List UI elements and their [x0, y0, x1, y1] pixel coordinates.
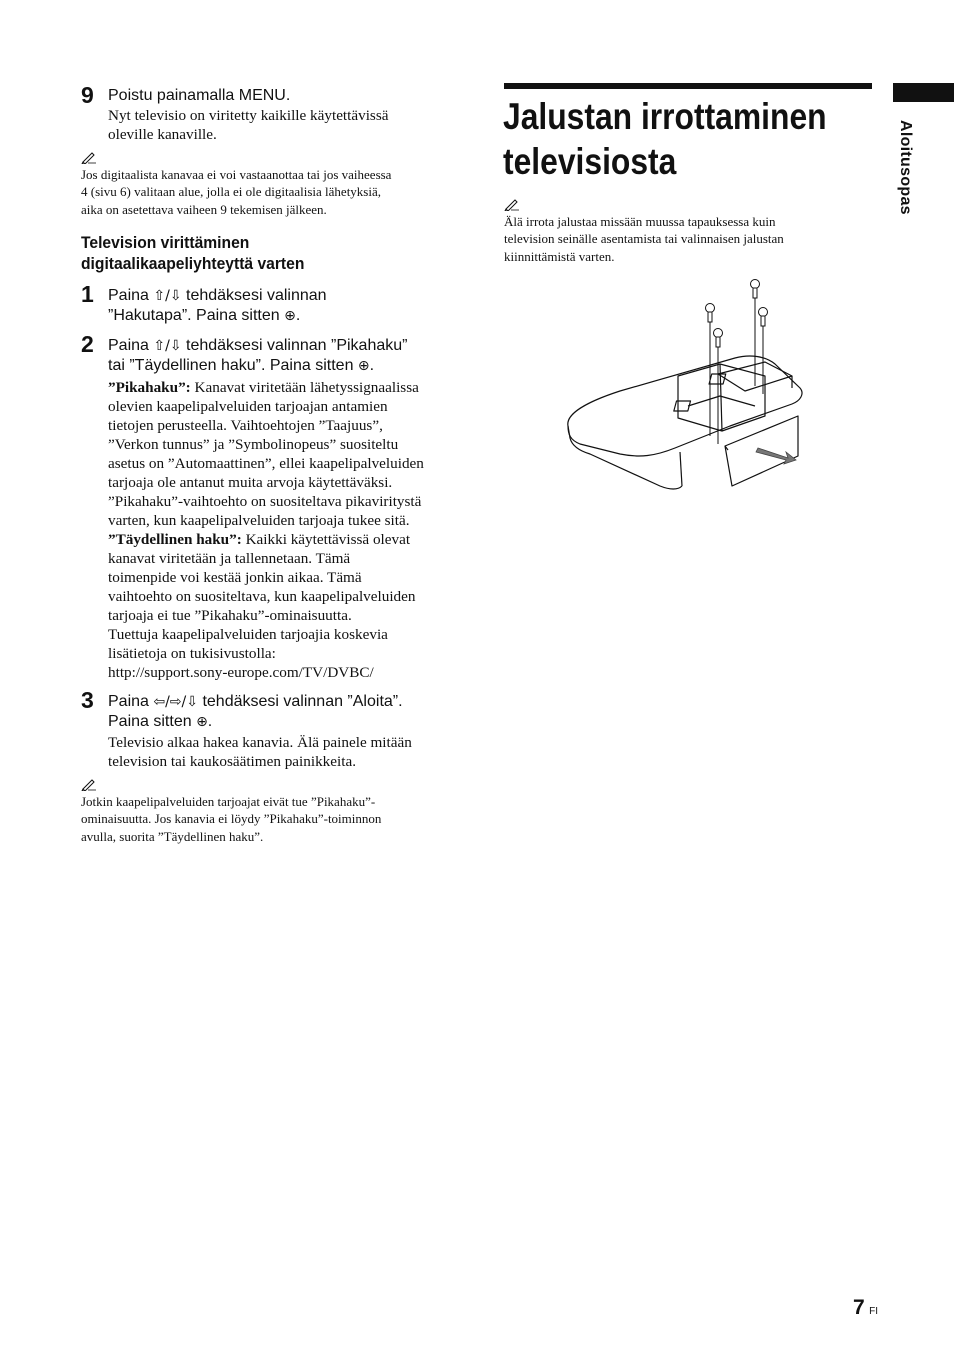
- step-3-text: .: [207, 713, 213, 730]
- step-9-body-line: Nyt televisio on viritetty kaikille käytettävissä: [108, 107, 389, 124]
- left-right-down-arrows-icon: ⇦/⇨/⇩: [153, 694, 198, 710]
- step-3-text: tehdäksesi valinnan ”Aloita”.: [198, 693, 403, 710]
- step-1-text: ”Hakutapa”. Paina sitten: [108, 307, 285, 324]
- note-1-line: 4 (sivu 6) valitaan alue, jolla ei ole digitaalisia lähetyksiä,: [81, 184, 381, 200]
- step-number-9: 9: [81, 82, 94, 108]
- note-2-line: Jotkin kaapelipalveluiden tarjoajat eivät tue ”Pikahaku”-: [81, 794, 376, 809]
- step-2-text: .: [369, 357, 375, 374]
- section-tab-bar: [893, 83, 954, 102]
- page-title-line: Jalustan irrottaminen: [503, 96, 827, 137]
- title-rule: [504, 83, 872, 89]
- step-2-title: [108, 336, 407, 376]
- note-pencil-icon: [81, 777, 97, 791]
- page-number-value: 7: [853, 1296, 865, 1319]
- step-9-title: Poistu painamalla MENU.: [108, 87, 291, 104]
- note-1-line: aika on asetettava vaiheen 9 tekemisen jälkeen.: [81, 201, 327, 217]
- page-number: [853, 1296, 878, 1320]
- step-2-text: Paina: [108, 337, 154, 354]
- stand-note-line: Älä irrota jalustaa missään muussa tapauksessa kuin: [504, 214, 776, 229]
- full-search-line: lisätietoja on tukisivustolla:: [108, 645, 276, 662]
- step-3-text: Paina sitten: [108, 713, 197, 730]
- subheading-line: Television virittäminen: [81, 233, 250, 252]
- full-search-text: Kaikki käytettävissä olevat: [241, 531, 411, 548]
- step-1-text: .: [295, 307, 301, 324]
- stand-note-line: kiinnittämistä varten.: [504, 248, 615, 264]
- note-2-line: avulla, suorita ”Täydellinen haku”.: [81, 828, 264, 844]
- stand-removal-illustration: [560, 276, 830, 496]
- note-pencil-icon: [504, 197, 520, 211]
- pikahaku-line: ”Verkon tunnus” ja ”Symbolinopeus” suositeltu: [108, 436, 399, 453]
- pikahaku-line: tarjoaja ole antanut muita arvoja käytettäväksi.: [108, 474, 393, 491]
- pikahaku-text: Kanavat viritetään lähetyssignaalissa: [190, 379, 419, 396]
- ok-button-icon: ⊕: [284, 308, 296, 324]
- step-2-text: tehdäksesi valinnan ”Pikahaku”: [181, 337, 408, 354]
- step-3-body: [108, 733, 412, 771]
- step-2-text: tai ”Täydellinen haku”. Paina sitten: [108, 357, 358, 374]
- note-2: [81, 793, 381, 845]
- page-language-code: FI: [869, 1306, 879, 1317]
- stand-note-line: television seinälle asentamista tai valinnaisen jalustan: [504, 231, 784, 247]
- step-3-text: Paina: [108, 693, 154, 710]
- pikahaku-line: ”Pikahaku”-vaihtoehto on suositeltava pikaviritystä: [108, 493, 422, 510]
- full-search-label: ”Täydellinen haku”:: [108, 531, 242, 548]
- pikahaku-line: asetus on ”Automaattinen”, ellei kaapelipalveluiden: [108, 455, 424, 472]
- ok-button-icon: ⊕: [196, 714, 208, 730]
- subheading-line: digitaalikaapeliyhteyttä varten: [81, 254, 305, 273]
- step-number-2: 2: [81, 331, 94, 357]
- note-1: [81, 166, 391, 218]
- up-down-arrows-icon: ⇧/⇩: [153, 288, 182, 304]
- note-2-line: ominaisuutta. Jos kanavia ei löydy ”Pikahaku”-toiminnon: [81, 811, 382, 827]
- step-3-title: [108, 692, 403, 732]
- page-title: [503, 94, 827, 184]
- full-search-line: tarjoaja ei tue ”Pikahaku”-ominaisuutta.: [108, 607, 352, 624]
- full-search-line: toimenpide voi kestää jonkin aikaa. Tämä: [108, 569, 362, 586]
- up-down-arrows-icon: ⇧/⇩: [153, 338, 182, 354]
- step-1-text: Paina: [108, 287, 154, 304]
- step-number-3: 3: [81, 687, 94, 713]
- section-side-label: Aloitusopas: [897, 120, 914, 215]
- page-title-line: televisiosta: [503, 141, 677, 182]
- ok-button-icon: ⊕: [357, 358, 370, 374]
- pikahaku-line: varten, kun kaapelipalveluiden tarjoaja tukee sitä.: [108, 512, 410, 529]
- section-subheading: [81, 232, 304, 274]
- pikahaku-line: tietojen perusteella. Vaihtoehtojen ”Taajuus”,: [108, 417, 383, 434]
- step-1-text: tehdäksesi valinnan: [181, 287, 327, 304]
- step-2-body: [108, 378, 453, 682]
- pikahaku-label: ”Pikahaku”:: [108, 379, 191, 396]
- support-url: http://support.sony-europe.com/TV/DVBC/: [108, 664, 374, 681]
- step-9-body: [108, 106, 389, 144]
- step-3-body-line: television tai kaukosäätimen painikkeita.: [108, 753, 356, 770]
- full-search-line: Tuettuja kaapelipalveluiden tarjoajia koskevia: [108, 626, 388, 643]
- pikahaku-line: olevien kaapelipalveluiden tarjoajan antamien: [108, 398, 388, 415]
- stand-note: [504, 213, 784, 265]
- note-1-line: Jos digitaalista kanavaa ei voi vastaanottaa tai jos vaiheessa: [81, 167, 392, 182]
- step-3-body-line: Televisio alkaa hakea kanavia. Älä painele mitään: [108, 734, 412, 751]
- step-9-body-line: oleville kanaville.: [108, 126, 217, 143]
- note-pencil-icon: [81, 150, 97, 164]
- full-search-line: kanavat viritetään ja tallennetaan. Tämä: [108, 550, 351, 567]
- step-number-1: 1: [81, 281, 94, 307]
- full-search-line: vaihtoehto on suositeltava, kun kaapelipalveluiden: [108, 588, 416, 605]
- step-1-title: [108, 286, 327, 326]
